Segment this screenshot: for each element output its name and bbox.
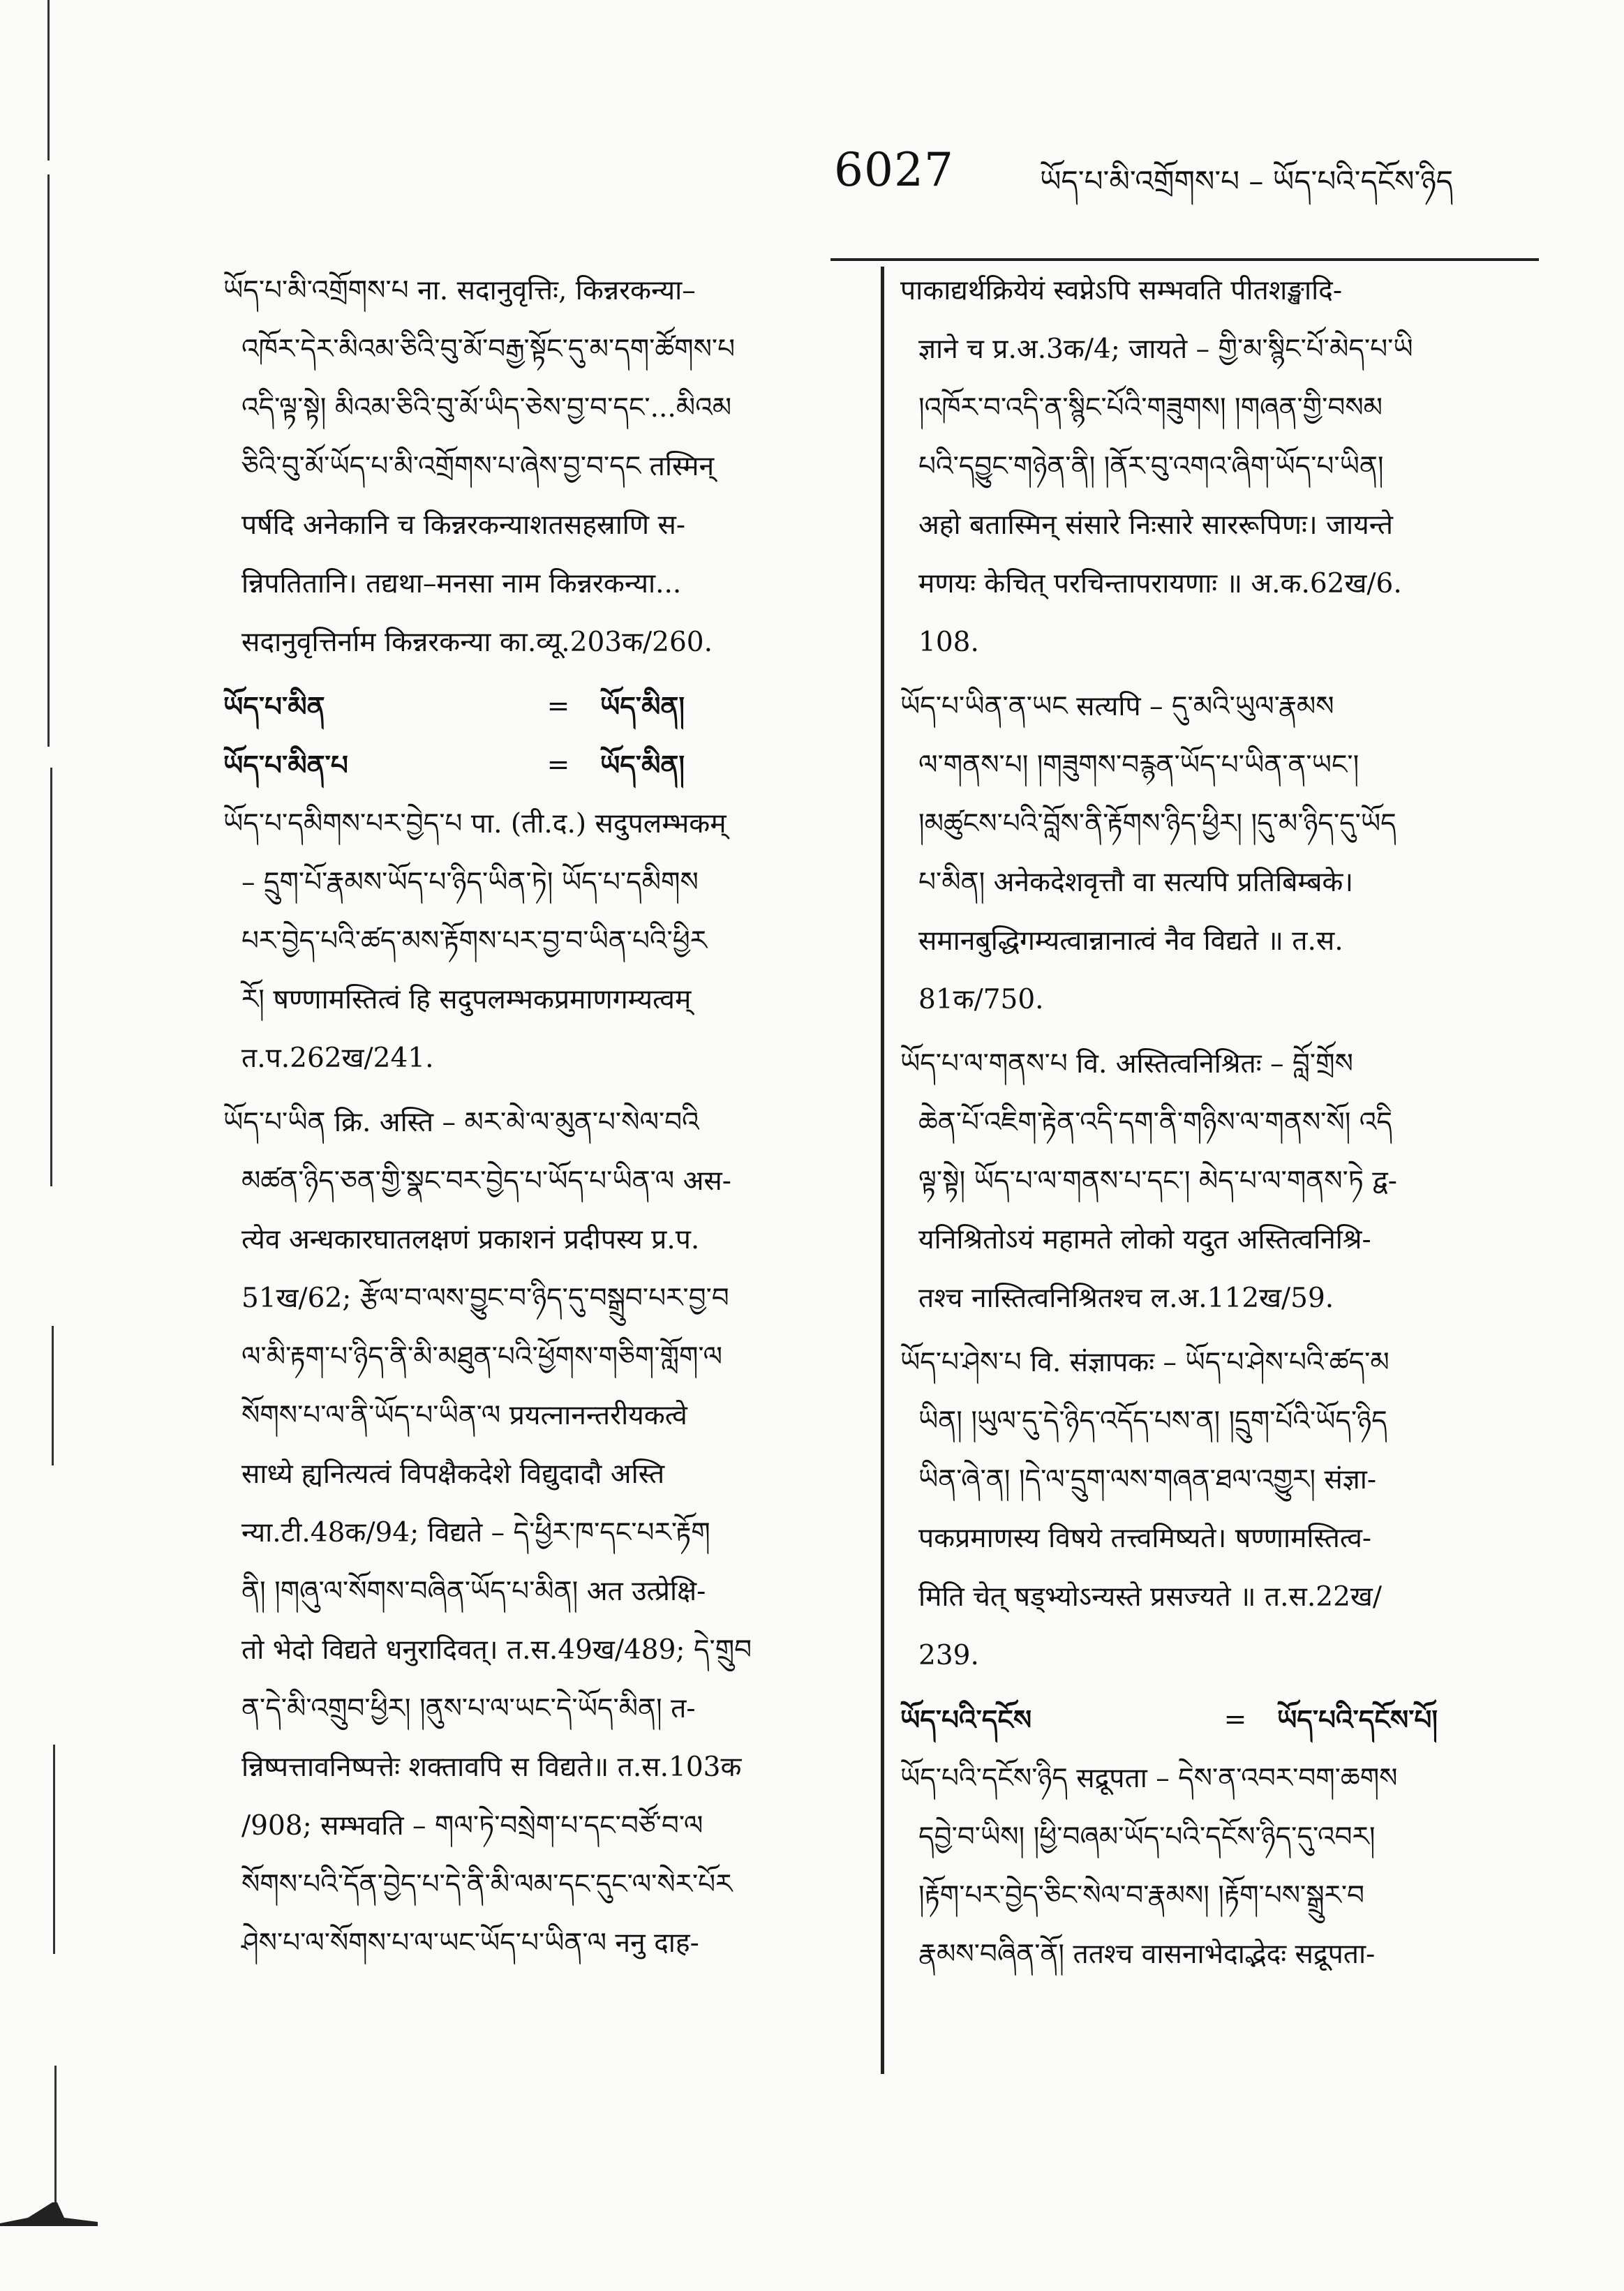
cross-reference-entry: [900, 1691, 1528, 1749]
entry-line: ཡོད་པ་མི་འགྲོགས་པ ना. सदानुवृत्तिः, किन्नरकन्या–: [223, 275, 696, 306]
dictionary-entry: [900, 1035, 1528, 1328]
entry-line: ལྟ་སྟེ། ཡོད་པ་ལ་གནས་པ་དང་། མེད་པ་ལ་གནས་ཏེ द्व-: [918, 1165, 1397, 1197]
entry-line: न्या.टी.48क/94; विद्यते – དེ་ཕྱིར་ཁ་དང་པར་རྟོག: [241, 1517, 710, 1549]
entry-line: དབྱེ་བ་ཡིས། །ཕྱི་བཞམ་ཡོད་པའི་དངོས་ཉིད་དུ་འབར།: [918, 1821, 1376, 1853]
entry-line: སོགས་པའི་དོན་བྱེད་པ་དེ་ནི་མི་ལམ་དང་དུང་ལ་སེར་པོར: [241, 1869, 733, 1900]
entry-line: न्निष्पत्तावनिष्पत्तेः शक्तावपि स विद्यते॥ त.स.103क: [241, 1752, 742, 1783]
entry-line: རོ། षण्णामस्तित्वं हि सदुपलम्भकप्रमाणगम्यत्वम्: [241, 984, 692, 1015]
entry-line: ཡིན་ཞེ་ན། །དེ་ལ་དྲུག་ལས་གཞན་ཐལ་འགྱུར། संज्ञा-: [918, 1464, 1377, 1495]
cross-reference-head: ཡོད་པའི་དངོས: [900, 1704, 1032, 1736]
running-head: ཡོད་པ་མི་འགྲོགས་པ – ཡོད་པའི་དངོས་ཉིད: [1040, 164, 1454, 198]
left-column: [223, 262, 865, 1978]
page-number: 6027: [834, 143, 954, 197]
entry-line: ཡོད་པའི་དངོས་ཉིད सद्रूपता – དེས་ན་འབར་བག་ཆགས: [900, 1763, 1398, 1794]
entry-line: मिति चेत् षड्भ्योऽन्यस्ते प्रसज्यते ॥ त.स.22ख/: [918, 1581, 1382, 1613]
entry-line: तश्च नास्तित्वनिश्रितश्च ल.अ.112ख/59.: [918, 1283, 1334, 1314]
cross-reference-head: ཡོད་པ་མིན: [223, 691, 325, 723]
entry-line: अहो बतास्मिन् संसारे निःसारे साररूपिणः। जायन्ते: [918, 509, 1393, 541]
entry-line: /908; सम्भवति – གལ་ཏེ་བསྲེག་པ་དང་བཙོ་བ་ལ: [241, 1810, 703, 1842]
column-divider: [881, 267, 884, 2074]
entry-line: མཚན་ཉིད་ཅན་གྱི་སྣང་བར་བྱེད་པ་ཡོད་པ་ཡིན་ལ अस-: [241, 1165, 731, 1197]
entry-line: ཡོད་པ་ལ་གནས་པ वि. अस्तित्वनिश्रितः – བློ་གྲོས: [900, 1048, 1353, 1080]
margin-line-bottom: [53, 1745, 55, 1954]
entry-line: तो भेदो विद्यते धनुरादिवत्। त.स.49ख/489; དེ་གྲུབ: [241, 1634, 752, 1666]
cross-reference-sign: =: [1223, 1704, 1247, 1736]
entry-line: ན་དེ་མི་འགྲུབ་ཕྱིར། །ནུས་པ་ལ་ཡང་དེ་ཡོད་མིན། त-: [241, 1693, 696, 1724]
entry-line: ཤེས་པ་ལ་སོགས་པ་ལ་ཡང་ཡོད་པ་ཡིན་ལ ननु दाह-: [241, 1927, 699, 1959]
cross-reference-target: ཡོད་མིན།: [600, 749, 685, 782]
header-rule: [830, 258, 1539, 261]
dictionary-entry: [900, 678, 1528, 1029]
dictionary-entry: [223, 1094, 865, 1973]
dictionary-entry: [223, 795, 865, 1088]
entry-line: ལ་མི་རྟག་པ་ཉིད་ནི་མི་མཐུན་པའི་ཕྱོགས་གཅིག་གློག་ལ: [241, 1341, 722, 1373]
entry-line: त.प.262ख/241.: [241, 1043, 434, 1074]
entry-line: པར་བྱེད་པའི་ཚད་མས་རྟོགས་པར་བྱ་བ་ཡིན་པའི་ཕྱིར: [241, 925, 708, 957]
entry-line: སོགས་པ་ལ་ནི་ཡོད་པ་ཡིན་ལ प्रयत्नानन्तरीयकत्वे: [241, 1400, 687, 1431]
entry-line: །མཚུངས་པའི་བློས་ནི་རྟོགས་ཉིད་ཕྱིར། །དུ་མ་ཉིད་དུ་ཡོད: [918, 808, 1396, 839]
entry-line: །འཁོར་བ་འདི་ན་སྙིང་པོའི་གཟུགས། །གཞན་གྱི་བསམ: [918, 392, 1383, 424]
cross-reference-entry: [223, 736, 865, 795]
entry-line: འཁོར་དེར་མིའམ་ཅིའི་བུ་མོ་བརྒྱ་སྟོང་དུ་མ་དག་ཚོགས་པ: [241, 334, 736, 365]
entry-line: 239.: [918, 1640, 979, 1671]
entry-line: साध्ये ह्यनित्यत्वं विपक्षैकदेशे विद्युदादौ अस्ति: [241, 1458, 665, 1490]
cross-reference-entry: [223, 678, 865, 736]
entry-line: ནི། །གཞུ་ལ་སོགས་བཞིན་ཡོད་པ་མིན། अत उत्प्रेक्षि-: [241, 1576, 706, 1607]
cross-reference-sign: =: [546, 749, 570, 781]
entry-line: པ་མིན། अनेकदेशवृत्तौ वा सत्यपि प्रतिबिम्बके।: [918, 867, 1354, 898]
cross-reference-sign: =: [546, 691, 570, 722]
cross-reference-head: ཡོད་པ་མིན་པ: [223, 749, 348, 782]
entry-line: ཡོད་པ་ཡིན་ན་ཡང सत्यपि – དུ་མའི་ཡུལ་རྣམས: [900, 691, 1334, 722]
entry-line: यनिश्रितोऽयं महामते लोको यदुत अस्तित्वनिश्रि-: [918, 1224, 1371, 1255]
entry-line: ཡིན། །ཡུལ་དུ་དེ་ཉིད་འདོད་པས་ན། །དྲུག་པོའི་ཡོད་ཉིད: [918, 1405, 1387, 1437]
entry-line: ཡོད་པ་དམིགས་པར་བྱེད་པ पा. (ती.द.) सदुपलम्भकम्: [223, 808, 727, 839]
cross-reference-target: ཡོད་མིན།: [600, 691, 685, 723]
entry-line: 51ख/62; རྩོལ་བ་ལས་བྱུང་བ་ཉིད་དུ་བསྒྲུབ་པར་བྱ་བ: [241, 1283, 729, 1314]
dictionary-entry: [223, 262, 865, 672]
entry-line: पर्षदि अनेकानि च किन्नरकन्याशतसहस्राणि स-: [241, 509, 686, 541]
entry-line: मणयः केचित् परचिन्तापरायणाः ॥ अ.क.62ख/6.: [918, 568, 1402, 599]
entry-line: ཡོད་པ་ཤེས་པ वि. संज्ञापकः – ཡོད་པ་ཤེས་པའི་ཚད་མ: [900, 1347, 1390, 1378]
entry-line: ཆེན་པོ་འཇིག་རྟེན་འདི་དག་ནི་གཉིས་ལ་གནས་སོ། འདི: [918, 1107, 1392, 1138]
entry-line: 108.: [918, 627, 979, 658]
entry-line: པའི་དབྱུང་གཉེན་ནི། །ནོར་བུ་འགའ་ཞིག་ཡོད་པ་ཡིན།: [918, 451, 1384, 482]
dictionary-entry: [900, 1334, 1528, 1685]
entry-line: ज्ञाने च प्र.अ.3क/4; जायते – གྱི་མ་སྙིང་པོ་མེད་པ་ཡི: [918, 334, 1413, 365]
entry-line: ཅིའི་བུ་མོ་ཡོད་པ་མི་འགྲོགས་པ་ཞེས་བྱ་བ་དང तस्मिन्: [241, 451, 715, 482]
right-column: [900, 262, 1528, 1990]
entry-line: पाकाद्यर्थक्रियेयं स्वप्नेऽपि सम्भवति पीतशङ्खादि-: [900, 275, 1343, 306]
entry-line: འདི་ལྟ་སྟེ། མིའམ་ཅིའི་བུ་མོ་ཡིད་ཅེས་བྱ་བ་དང་...མིའམ: [241, 392, 732, 424]
margin-line-lower: [52, 1326, 54, 1465]
entry-line: पकप्रमाणस्य विषये तत्त्वमिष्यते। षण्णामस्तित्व-: [918, 1523, 1372, 1554]
dictionary-entry: [900, 262, 1528, 672]
entry-line: – དྲུག་པོ་རྣམས་ཡོད་པ་ཉིད་ཡིན་ཏེ། ཡོད་པ་དམིགས: [241, 867, 699, 898]
cross-reference-target: ཡོད་པའི་དངོས་པོ།: [1277, 1704, 1438, 1736]
entry-line: ལ་གནས་པ། །གཟུགས་བརྙན་ཡོད་པ་ཡིན་ན་ཡང་།: [918, 749, 1359, 781]
entry-line: समानबुद्धिगम्यत्वान्नानात्वं नैव विद्यते ॥ त.स.: [918, 925, 1343, 957]
entry-line: །རྟོག་པར་བྱེད་ཅིང་སེལ་བ་རྣམས། །རྟོག་པས་སྒྲུར་བ: [918, 1880, 1365, 1911]
scan-edge-mark: [0, 2198, 98, 2226]
dictionary-entry: [900, 1749, 1528, 1984]
entry-line: त्येव अन्धकारघातलक्षणं प्रकाशनं प्रदीपस्य प्र.प.: [241, 1224, 700, 1255]
margin-line-foot: [54, 2066, 57, 2219]
margin-line-top: [47, 0, 50, 161]
entry-line: 81क/750.: [918, 984, 1044, 1015]
entry-line: ཡོད་པ་ཡིན क्रि. अस्ति – མར་མེ་ལ་མུན་པ་སེལ་བའི: [223, 1107, 699, 1138]
entry-line: सदानुवृत्तिर्नाम किन्नरकन्या का.व्यू.203क/260.: [241, 627, 713, 658]
entry-line: རྣམས་བཞིན་ནོ། ततश्च वासनाभेदाद्भेदः सद्रूपता-: [918, 1939, 1376, 1970]
margin-line-middle: [50, 768, 52, 1186]
entry-line: न्निपतितानि। तद्यथा–मनसा नाम किन्नरकन्या...: [241, 568, 682, 599]
margin-line-upper: [47, 174, 50, 747]
